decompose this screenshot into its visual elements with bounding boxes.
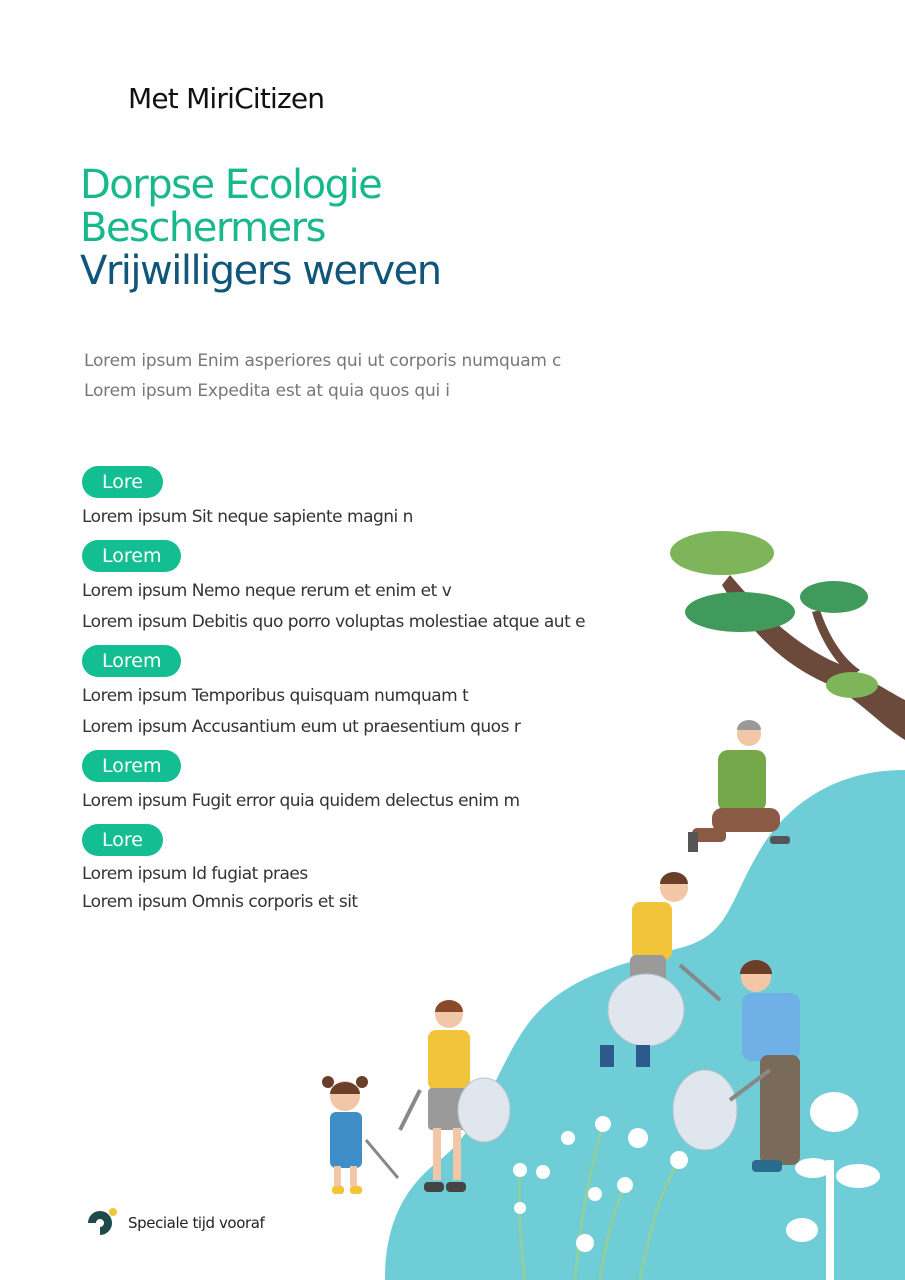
section-tag: Lorem [82,540,181,572]
title-line-1: Dorpse Ecologie [80,162,382,208]
intro-line: Lorem ipsum Expedita est at quia quos qui i [84,381,450,401]
intro-line: Lorem ipsum Enim asperiores qui ut corporis numquam c [84,351,562,371]
brand-logo-icon [84,1207,118,1239]
title-line-3: Vrijwilligers werven [80,248,441,294]
section-text: Lorem ipsum Accusantium eum ut praesentium quos r [82,717,521,737]
section-tag: Lore [82,824,163,856]
section-tag: Lorem [82,645,181,677]
section-tag: Lore [82,466,163,498]
section-text: Lorem ipsum Temporibus quisquam numquam t [82,686,469,706]
child-figure [322,1076,398,1194]
section-text: Lorem ipsum Id fugiat praes [82,864,308,884]
section-text: Lorem ipsum Fugit error quia quidem delectus enim m [82,791,520,811]
section-text: Lorem ipsum Debitis quo porro voluptas molestiae atque aut e [82,612,586,632]
brand-name: Met MiriCitizen [128,82,325,115]
footer [84,1207,264,1239]
footer-text: Speciale tijd vooraf [128,1214,265,1232]
tree-icon [670,531,905,740]
section-text: Lorem ipsum Nemo neque rerum et enim et v [82,581,452,601]
section-text: Lorem ipsum Omnis corporis et sit [82,892,358,912]
section-text: Lorem ipsum Sit neque sapiente magni n [82,507,413,527]
section-tag: Lorem [82,750,181,782]
title-line-2: Beschermers [80,205,325,251]
